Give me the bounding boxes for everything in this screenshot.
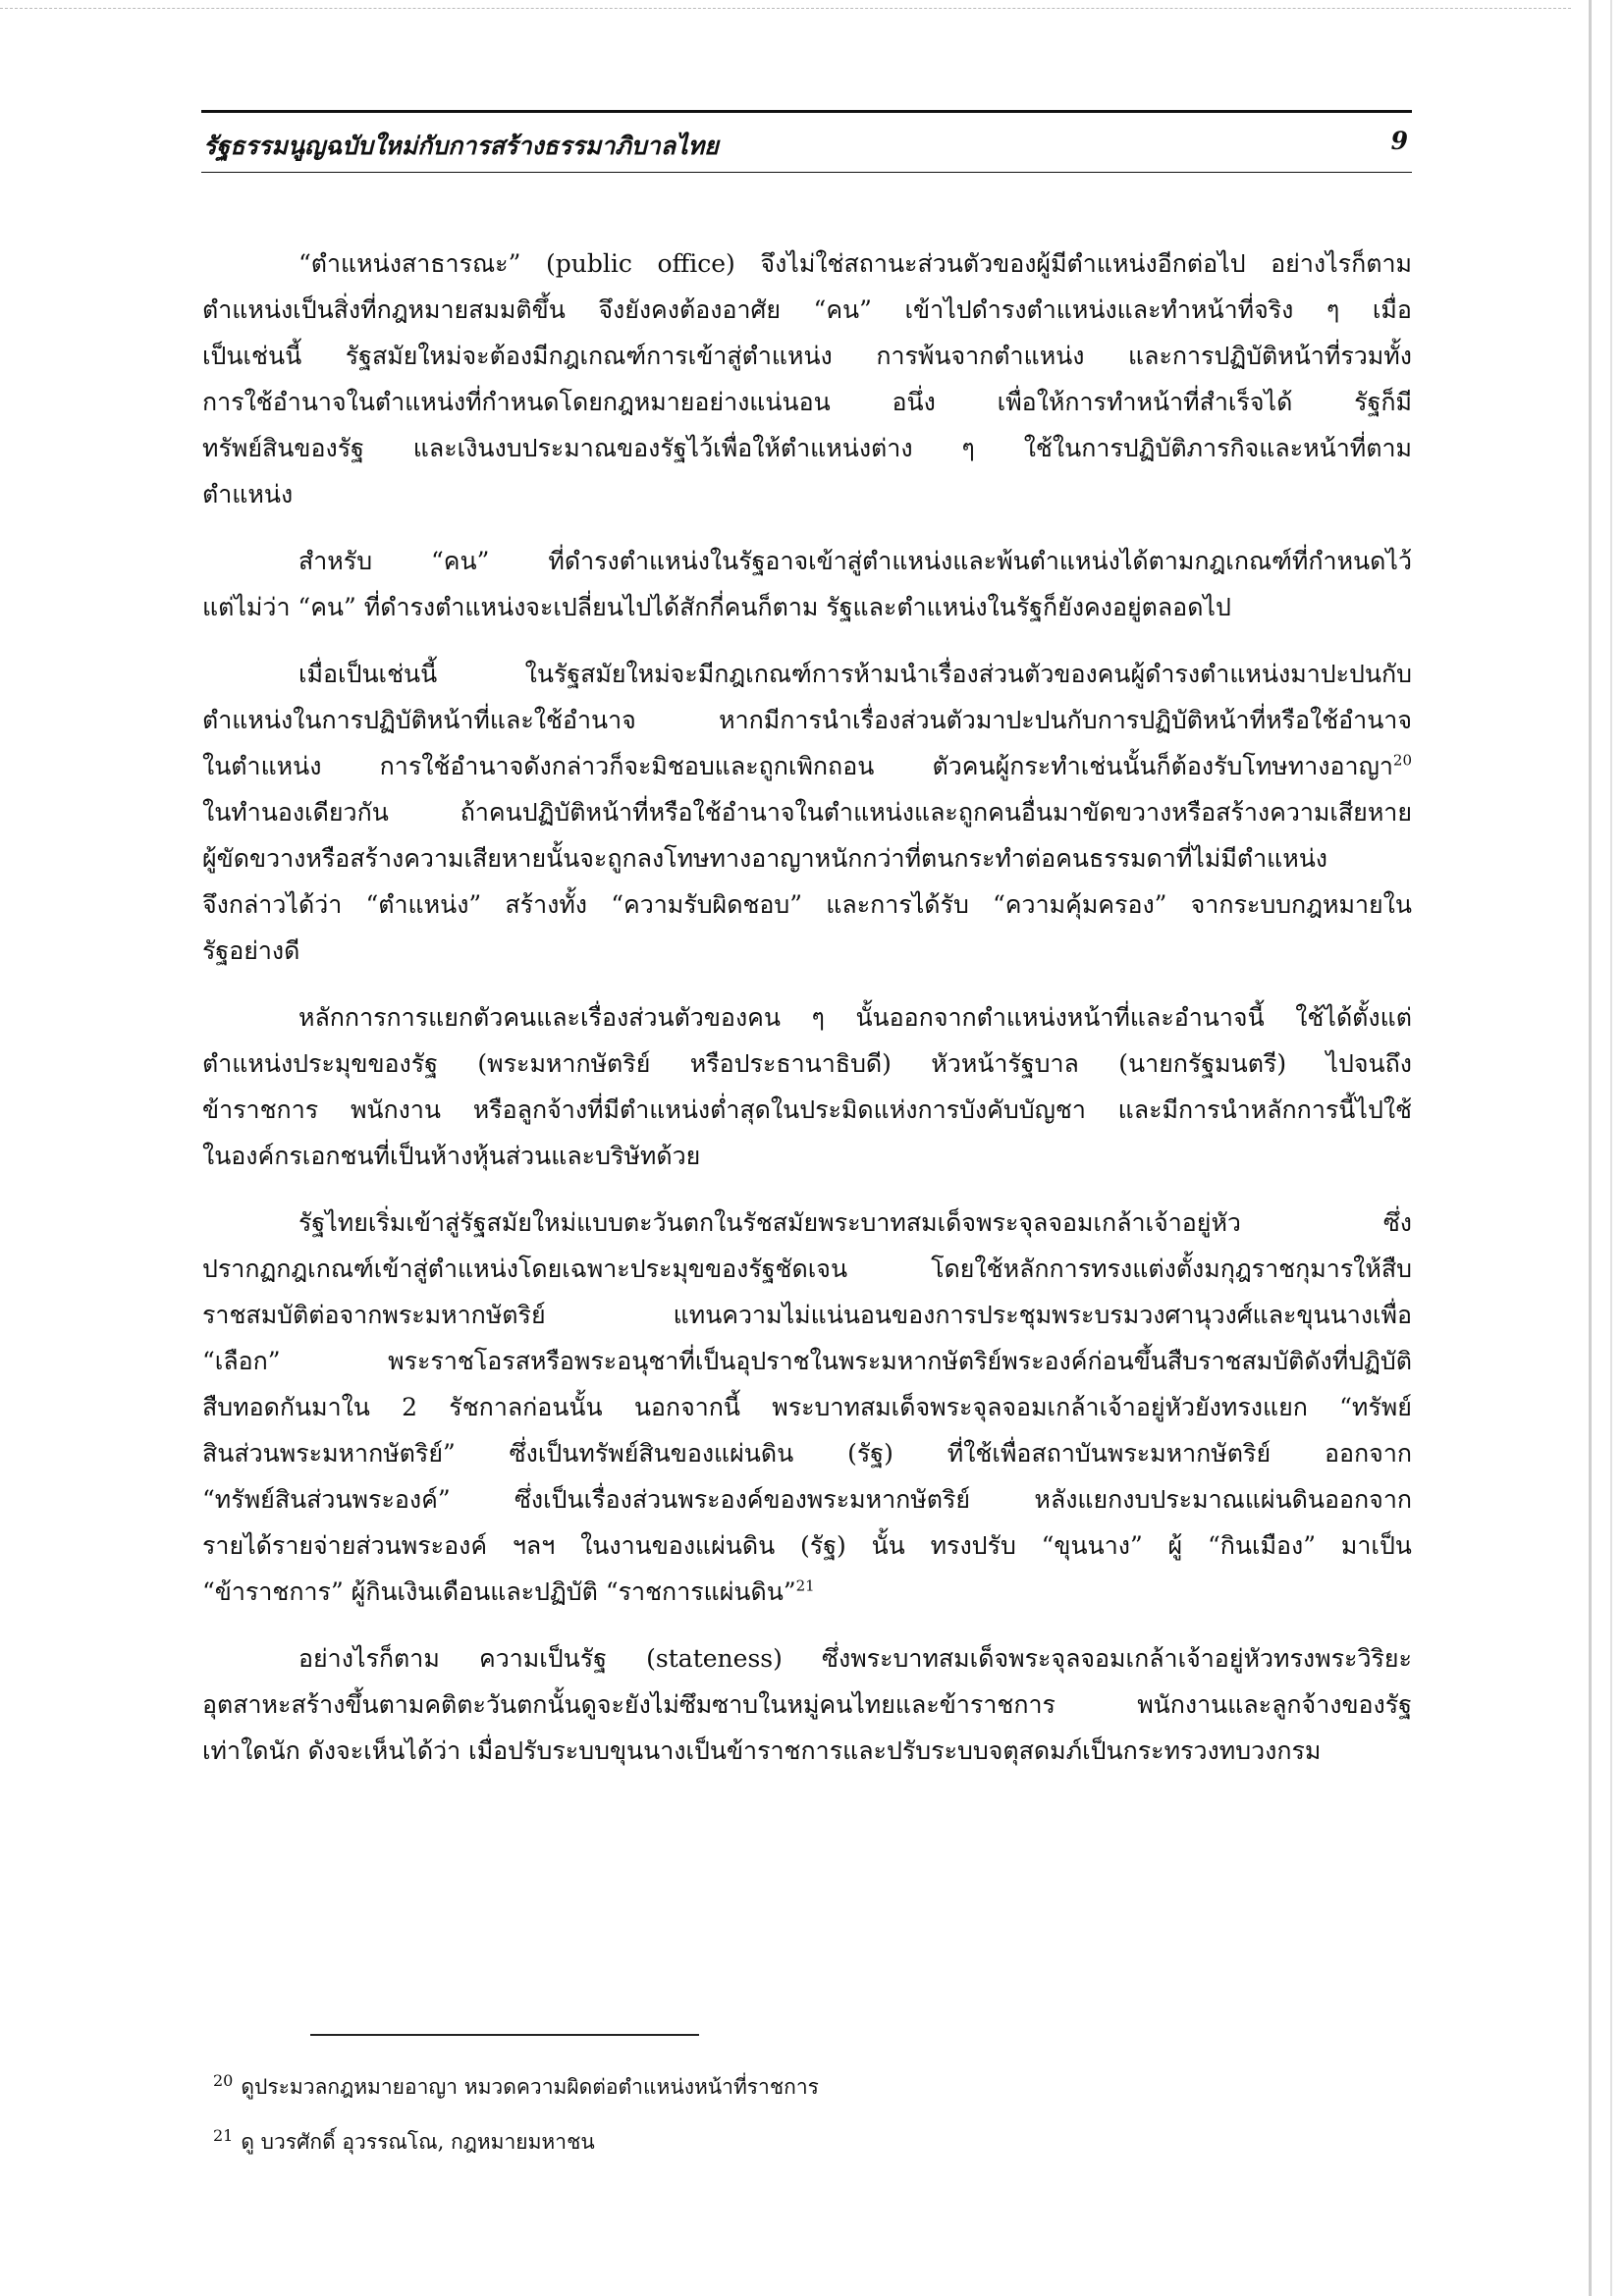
word: ตำแหน่งเป็นสิ่งที่กฎหมายสมมติขึ้น [202, 295, 566, 324]
word: “กินเมือง” [1208, 1531, 1317, 1560]
word: “ตำแหน่ง” [365, 890, 482, 919]
scan-edge-top [0, 8, 1571, 9]
scan-edge-right [1589, 0, 1592, 2296]
word: ตำแหน่งในการปฏิบัติหน้าที่และใช้อำนาจ [202, 706, 636, 734]
word: อย่างไรก็ตาม [298, 1644, 440, 1673]
line-text: รัฐอย่างดี [202, 936, 300, 965]
paragraph-line [202, 1200, 1412, 1246]
word: เมื่อ [1372, 295, 1412, 324]
word: ในรัฐสมัยใหม่จะมีกฎเกณฑ์การห้ามนำเรื่องส่วนตัวของคนผู้ดำรงตำแหน่งมาปะปนกับ [524, 660, 1412, 688]
paragraph-line [202, 743, 1412, 789]
word: ในทำนองเดียวกัน [202, 798, 389, 827]
word: ผู้ [1167, 1531, 1183, 1560]
word: ราชสมบัติต่อจากพระมหากษัตริย์ [202, 1301, 546, 1329]
word: และการปฏิบัติหน้าที่รวมทั้ง [1128, 342, 1412, 370]
paragraph-gap [202, 1615, 1412, 1635]
paragraph [202, 1635, 1412, 1774]
scan-edge-right-shadow [1610, 0, 1612, 2296]
word: มาเป็น [1340, 1531, 1412, 1560]
word: ตำแหน่งประมุขของรัฐ [202, 1049, 438, 1078]
line-text: “ข้าราชการ” ผู้กินเงินเดือนและปฏิบัติ “ราชการแผ่นดิน”$^{21}$ [202, 1576, 815, 1606]
paragraph-line [202, 1041, 1412, 1087]
word: ในตำแหน่ง [202, 752, 322, 780]
word: สินส่วนพระมหากษัตริย์” [202, 1439, 456, 1468]
paragraph-line [202, 1682, 1412, 1728]
word: ทรัพย์สินของรัฐ [202, 434, 364, 462]
word: “คน” [431, 547, 490, 575]
paragraph-line [202, 287, 1412, 333]
word: ใช้ได้ตั้งแต่ [1295, 1003, 1412, 1032]
word: อุตสาหะสร้างขึ้นตามคติตะวันตกนั้นดูจะยังไม่ซึมซาบในหมู่คนไทยและข้าราชการ [202, 1690, 1056, 1719]
paragraph-line [202, 1338, 1412, 1384]
paragraph-line [202, 928, 1412, 974]
footnote-separator [310, 2034, 699, 2036]
paragraph-line [202, 1133, 1412, 1179]
word: เมื่อเป็นเช่นนี้ [298, 660, 438, 688]
word: อย่างไรก็ตาม [1271, 249, 1412, 278]
word: (รัฐ) [800, 1531, 846, 1560]
word: ที่ดำรงตำแหน่งในรัฐอาจเข้าสู่ตำแหน่งและพ้นตำแหน่งได้ตามกฎเกณฑ์ที่กำหนดไว้ [548, 547, 1412, 575]
word: ซึ่งเป็นทรัพย์สินของแผ่นดิน [509, 1439, 794, 1468]
paragraph-line [202, 1569, 1412, 1615]
paragraph-line [202, 697, 1412, 743]
word: พนักงานและลูกจ้างของรัฐ [1137, 1690, 1412, 1719]
word: “เลือก” [202, 1347, 281, 1375]
paragraph [202, 994, 1412, 1179]
word: “ตำแหน่งสาธารณะ” [298, 249, 521, 278]
word: (นายกรัฐมนตรี) [1118, 1049, 1287, 1078]
word: (stateness) [646, 1644, 783, 1673]
paragraph-line [202, 1522, 1412, 1569]
word: เข้าไปดำรงตำแหน่งและทำหน้าที่จริง [904, 295, 1294, 324]
paragraph-line [202, 651, 1412, 697]
word: สร้างทั้ง [505, 890, 588, 919]
word: และเงินงบประมาณของรัฐไว้เพื่อให้ตำแหน่งต่าง [412, 434, 913, 462]
word: ออกจาก [1325, 1439, 1412, 1468]
word: ๆ [1326, 295, 1340, 324]
word: หากมีการนำเรื่องส่วนตัวมาปะปนกับการปฏิบัติหน้าที่หรือใช้อำนาจ [719, 706, 1412, 734]
line-text: เท่าใดนัก ดังจะเห็นได้ว่า เมื่อปรับระบบขุนนางเป็นข้าราชการและปรับระบบจตุสดมภ์เป็นกระทรวงทบวงกรม [202, 1736, 1322, 1765]
paragraph-line [202, 1246, 1412, 1292]
paragraph-line [202, 584, 1412, 630]
word: พระราชโอรสหรือพระอนุชาที่เป็นอุปราชในพระมหากษัตริย์พระองค์ก่อนขึ้นสืบราชสมบัติดังที่ปฏิบัติ [388, 1347, 1412, 1375]
word: พระบาทสมเด็จพระจุลจอมเกล้าเจ้าอยู่หัวยังทรงแยก [772, 1393, 1308, 1421]
word: และมีการนำหลักการนี้ไปใช้ [1117, 1095, 1412, 1124]
word: ถ้าคนปฏิบัติหน้าที่หรือใช้อำนาจในตำแหน่งและถูกคนอื่นมาขัดขวางหรือสร้างความเสียหาย [460, 798, 1412, 827]
word: ใช้ในการปฏิบัติภารกิจและหน้าที่ตาม [1023, 434, 1412, 462]
word: รายได้รายจ่ายส่วนพระองค์ [202, 1531, 488, 1560]
word: สำหรับ [298, 547, 373, 575]
running-header [201, 110, 1412, 173]
paragraph-line [202, 1635, 1412, 1682]
paragraph-line [202, 1476, 1412, 1522]
word: ซึ่ง [1382, 1208, 1412, 1237]
word: ความเป็นรัฐ [478, 1644, 607, 1673]
paragraph-line [202, 835, 1412, 881]
word: และการได้รับ [826, 890, 969, 919]
page-number: 9 [1390, 127, 1408, 155]
footnote-number: 20 [213, 2071, 234, 2090]
paragraph [202, 240, 1412, 517]
word: ทรงปรับ [930, 1531, 1016, 1560]
word: “ขุนนาง” [1041, 1531, 1143, 1560]
footnotes [213, 2061, 1391, 2171]
word: ที่ใช้เพื่อสถาบันพระมหากษัตริย์ [947, 1439, 1272, 1468]
paragraph-line [202, 1430, 1412, 1476]
word: ผู้ขัดขวางหรือสร้างความเสียหายนั้นจะถูกลงโทษทางอาญาหนักกว่าที่ตนกระทำต่อคนธรรมดาที่ไม่มีตำแหน่ง [202, 844, 1327, 873]
word: นอกจากนี้ [633, 1393, 740, 1421]
paragraph-gap [202, 630, 1412, 651]
word: อนึ่ง [892, 388, 936, 416]
paragraph-gap [202, 517, 1412, 538]
word: (พระมหากษัตริย์ [477, 1049, 651, 1078]
word: เป็นเช่นนี้ [202, 342, 302, 370]
word: รัฐสมัยใหม่จะต้องมีกฎเกณฑ์การเข้าสู่ตำแหน่ง [345, 342, 833, 370]
word: หลังแยกงบประมาณแผ่นดินออกจาก [1034, 1485, 1412, 1514]
word: ไปจนถึง [1326, 1049, 1412, 1078]
word: แทนความไม่แน่นอนของการประชุมพระบรมวงศานุวงศ์และขุนนางเพื่อ [673, 1301, 1412, 1329]
word: ๆ [811, 1003, 825, 1032]
word: (รัฐ) [847, 1439, 893, 1468]
word: หัวหน้ารัฐบาล [931, 1049, 1079, 1078]
word: ๆ [961, 434, 975, 462]
word: “คน” [813, 295, 872, 324]
paragraph [202, 538, 1412, 630]
word: รัฐก็มี [1354, 388, 1412, 416]
footnote-number: 21 [213, 2126, 234, 2145]
word: ฯลฯ [512, 1531, 556, 1560]
word: จึงไม่ใช่สถานะส่วนตัวของผู้มีตำแหน่งอีกต่อไป [760, 249, 1246, 278]
paragraph [202, 651, 1412, 974]
body-text [202, 240, 1412, 1774]
word: รัชกาลก่อนนั้น [449, 1393, 603, 1421]
word: 2 [402, 1393, 418, 1421]
word: การพ้นจากตำแหน่ง [876, 342, 1085, 370]
footnote [213, 2061, 1391, 2116]
word: (public [545, 249, 632, 278]
word: จึงยังคงต้องอาศัย [598, 295, 782, 324]
word: โดยใช้หลักการทรงแต่งตั้งมกุฎราชกุมารให้สืบ [931, 1255, 1412, 1283]
word: สืบทอดกันมาใน [202, 1393, 370, 1421]
word: หลักการการแยกตัวคนและเรื่องส่วนตัวของคน [298, 1003, 781, 1032]
paragraph-gap [202, 974, 1412, 994]
paragraph-line [202, 1384, 1412, 1430]
word: ปรากฏกฎเกณฑ์เข้าสู่ตำแหน่งโดยเฉพาะประมุขของรัฐชัดเจน [202, 1255, 848, 1283]
word: ซึ่งเป็นเรื่องส่วนพระองค์ของพระมหากษัตริย์ [514, 1485, 971, 1514]
word: หรือประธานาธิบดี) [689, 1049, 892, 1078]
word: office) [657, 249, 735, 278]
footnote-text: ดูประมวลกฎหมายอาญา หมวดความผิดต่อตำแหน่งหน้าที่ราชการ [241, 2075, 819, 2099]
word: “ทรัพย์สินส่วนพระองค์” [202, 1485, 451, 1514]
footnote-reference[interactable]: 21 [795, 1576, 815, 1595]
paragraph [202, 1200, 1412, 1615]
paragraph-line [202, 1292, 1412, 1338]
paragraph-gap [202, 1179, 1412, 1200]
word: รัฐไทยเริ่มเข้าสู่รัฐสมัยใหม่แบบตะวันตกในรัชสมัยพระบาทสมเด็จพระจุลจอมเกล้าเจ้าอยู่หัว [298, 1208, 1241, 1237]
word: จึงกล่าวได้ว่า [202, 890, 343, 919]
paragraph-line [202, 333, 1412, 379]
running-header-title: รัฐธรรมนูญฉบับใหม่กับการสร้างธรรมาภิบาลไทย [203, 132, 719, 160]
word: ซึ่งพระบาทสมเด็จพระจุลจอมเกล้าเจ้าอยู่หัวทรงพระวิริยะ [822, 1644, 1412, 1673]
word: นั้นออกจากตำแหน่งหน้าที่และอำนาจนี้ [855, 1003, 1265, 1032]
footnote-reference[interactable]: 20 [1392, 751, 1412, 770]
word: เพื่อให้การทำหน้าที่สำเร็จได้ [997, 388, 1293, 416]
word: การใช้อำนาจดังกล่าวก็จะมิชอบและถูกเพิกถอน [379, 752, 875, 780]
paragraph-line [202, 240, 1412, 287]
word: การใช้อำนาจในตำแหน่งที่กำหนดโดยกฎหมายอย่างแน่นอน [202, 388, 831, 416]
paragraph-line [202, 471, 1412, 517]
word: หรือลูกจ้างที่มีตำแหน่งต่ำสุดในประมิดแห่งการบังคับบัญชา [472, 1095, 1086, 1124]
word: ตัวคนผู้กระทำเช่นนั้นก็ต้องรับโทษทางอาญา$^{20}$ [932, 751, 1412, 780]
word: นั้น [871, 1531, 905, 1560]
paragraph-line [202, 1728, 1412, 1774]
paragraph-line [202, 379, 1412, 425]
word: ในงานของแผ่นดิน [580, 1531, 776, 1560]
line-text: ในองค์กรเอกชนที่เป็นห้างหุ้นส่วนและบริษัทด้วย [202, 1142, 701, 1170]
line-text: ตำแหน่ง [202, 480, 294, 508]
line-text: แต่ไม่ว่า “คน” ที่ดำรงตำแหน่งจะเปลี่ยนไปได้สักกี่คนก็ตาม รัฐและตำแหน่งในรัฐก็ยังคงอยู่ตลอดไป [202, 593, 1231, 621]
paragraph-line [202, 789, 1412, 835]
paragraph-line [202, 1087, 1412, 1133]
word: “ความคุ้มครอง” [993, 890, 1167, 919]
paragraph-line [202, 881, 1412, 928]
paragraph-line [202, 994, 1412, 1041]
word: “ทรัพย์ [1339, 1393, 1412, 1421]
footnote-text: ดู บวรศักดิ์ อุวรรณโณ, กฎหมายมหาชน [241, 2130, 595, 2154]
word: จากระบบกฎหมายใน [1190, 890, 1412, 919]
word: “ความรับผิดชอบ” [611, 890, 803, 919]
paragraph-line [202, 538, 1412, 584]
word: พนักงาน [350, 1095, 441, 1124]
footnote [213, 2116, 1391, 2171]
word: ข้าราชการ [202, 1095, 319, 1124]
paragraph-line [202, 425, 1412, 471]
